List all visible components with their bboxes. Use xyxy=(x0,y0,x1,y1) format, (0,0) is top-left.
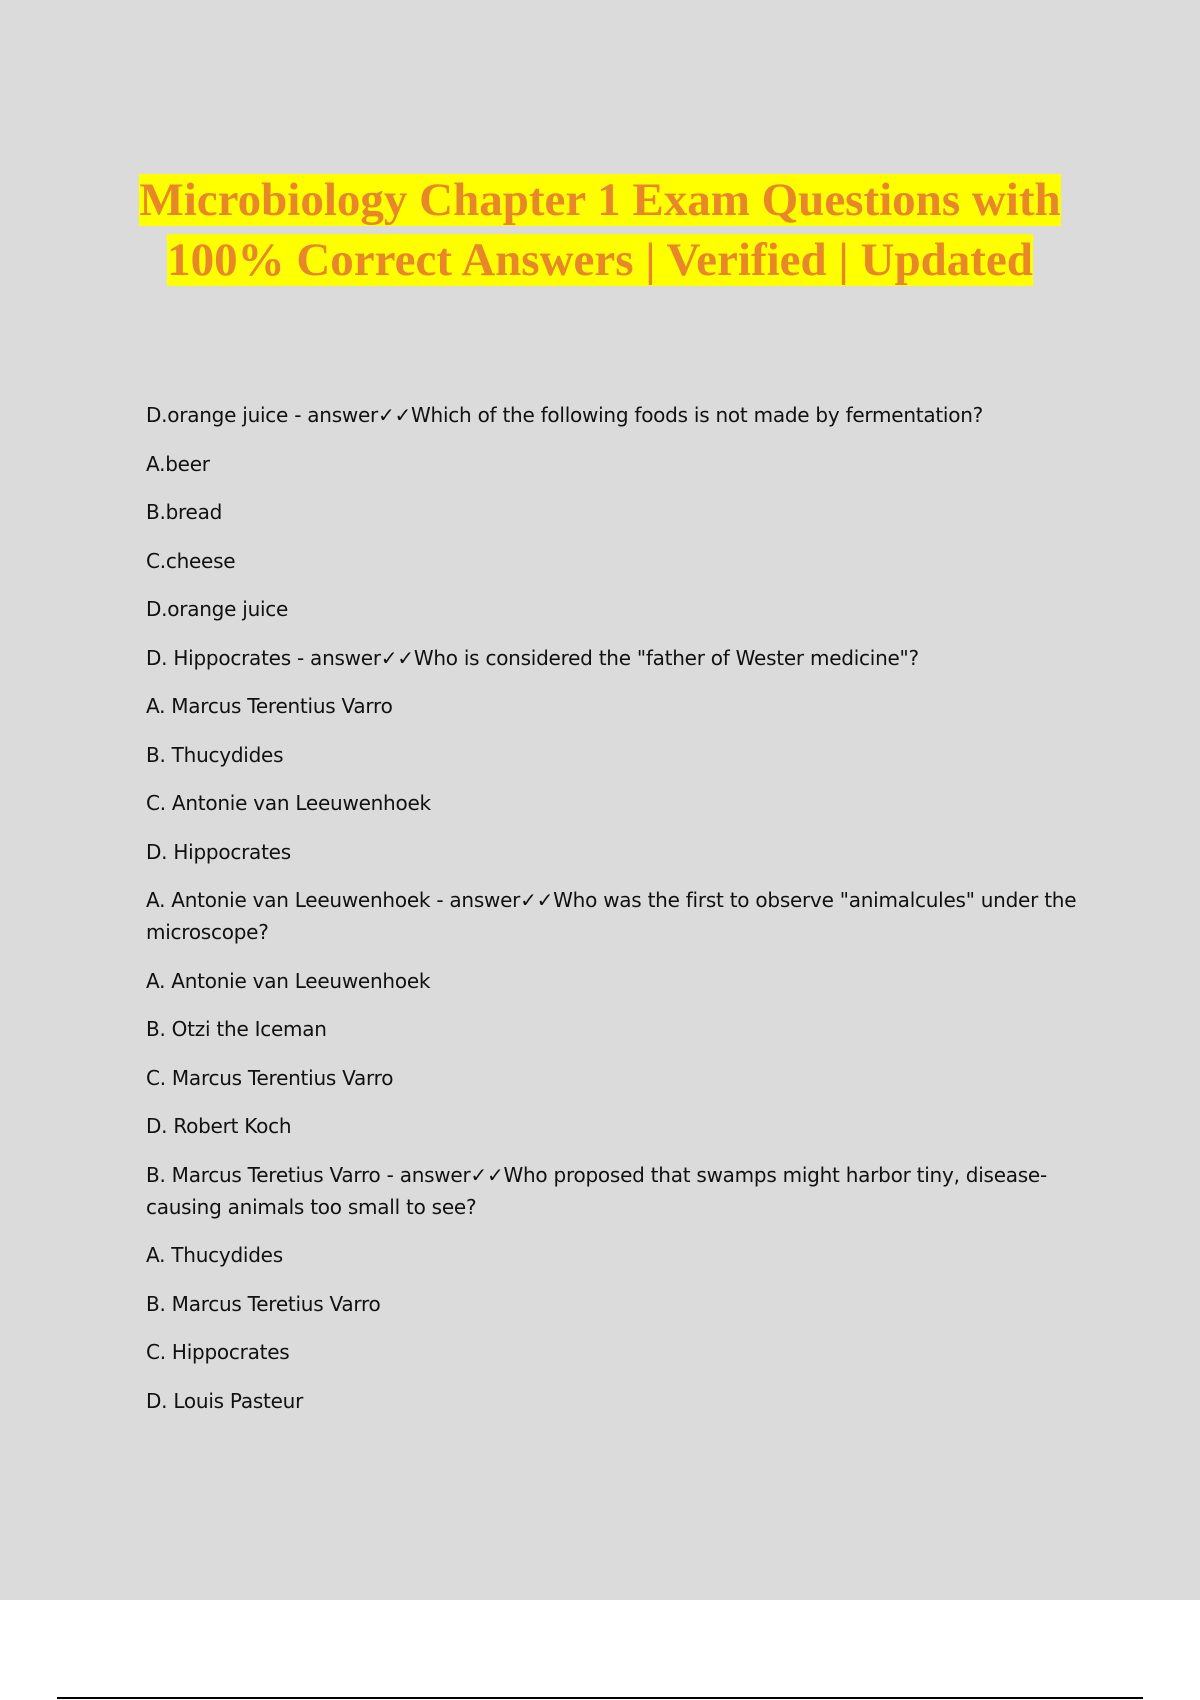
document-title: Microbiology Chapter 1 Exam Questions with 100% Correct Answers | Verified | Updated xyxy=(139,174,1061,286)
option-3c: C. Marcus Terentius Varro xyxy=(146,1065,394,1090)
option-2d: D. Hippocrates xyxy=(146,839,291,864)
option-4c: C. Hippocrates xyxy=(146,1340,290,1364)
option-2b: B. Thucydides xyxy=(146,742,284,767)
option-1c: C.cheese xyxy=(146,548,236,573)
option-4a: A. Thucydides xyxy=(146,1243,283,1267)
option-3d: D. Robert Koch xyxy=(146,1114,292,1138)
question-2: D. Hippocrates - answer✓✓Who is considered the "father of Wester medicine"? xyxy=(146,645,919,670)
option-1d: D.orange juice xyxy=(146,597,289,621)
option-1b: B.bread xyxy=(146,500,223,524)
question-3: A. Antonie van Leeuwenhoek - answer✓✓Who was the first to observe "animalcules" under the microscope? xyxy=(146,888,1077,944)
option-3b: B. Otzi the Iceman xyxy=(146,1017,327,1041)
option-1a: A.beer xyxy=(146,451,210,476)
option-2a: A. Marcus Terentius Varro xyxy=(146,694,393,718)
title-block xyxy=(100,170,1100,290)
option-4b: B. Marcus Teretius Varro xyxy=(146,1291,381,1316)
footer-divider xyxy=(57,1697,1143,1699)
option-2c: C. Antonie van Leeuwenhoek xyxy=(146,791,431,815)
question-1: D.orange juice - answer✓✓Which of the following foods is not made by fermentation? xyxy=(146,403,984,427)
option-3a: A. Antonie van Leeuwenhoek xyxy=(146,968,431,993)
question-4: B. Marcus Teretius Varro - answer✓✓Who proposed that swamps might harbor tiny, disease-causing animals too small to see? xyxy=(146,1162,1047,1219)
option-4d: D. Louis Pasteur xyxy=(146,1388,304,1413)
document-body xyxy=(146,399,1096,1433)
